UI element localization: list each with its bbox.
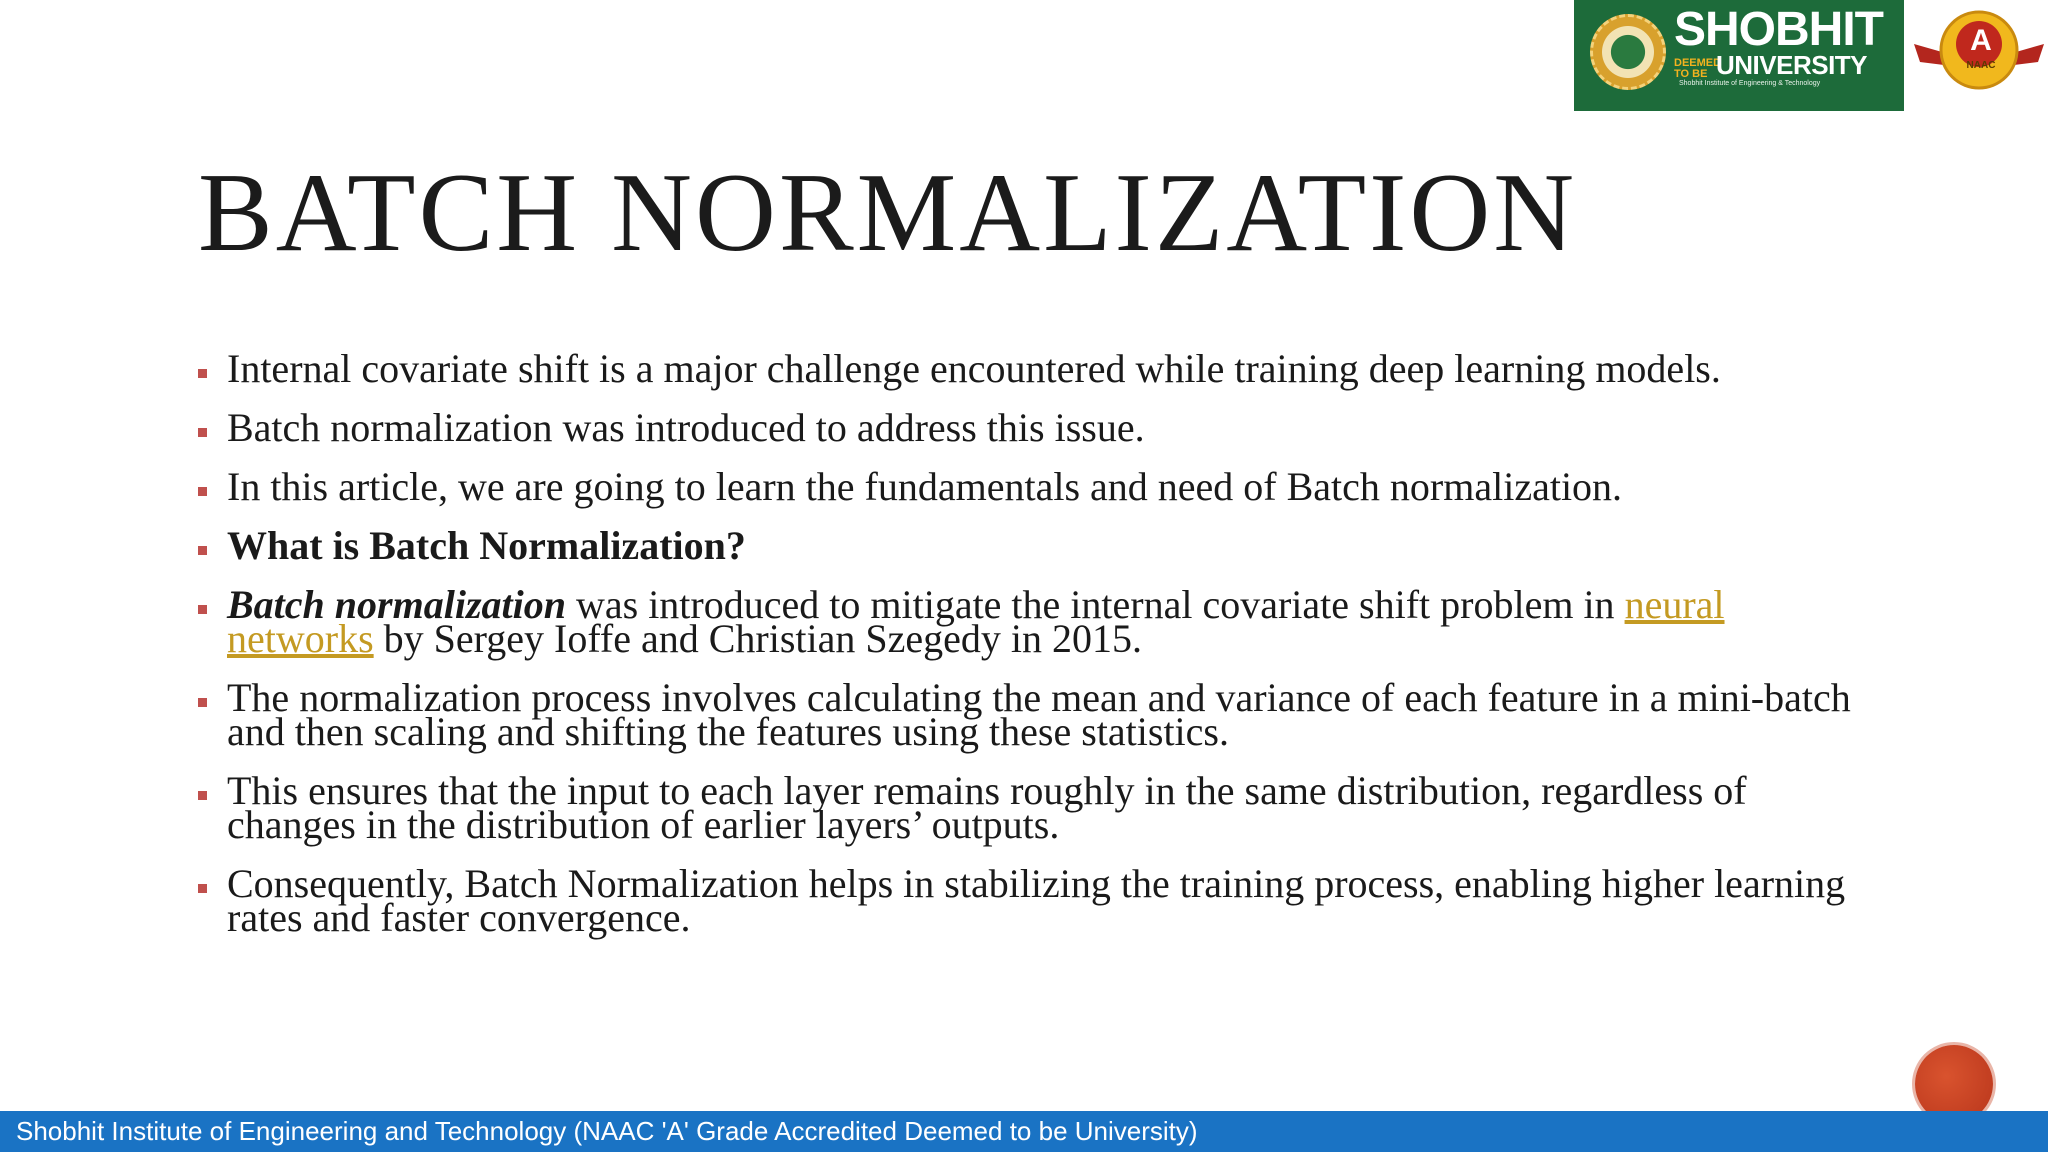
bullet-item xyxy=(198,464,1858,509)
bullet-text: This ensures that the input to each layer remains roughly in the same distribution, regardless of changes in the distribution of earlier layers’ outputs. xyxy=(227,768,1747,847)
logo-subtitle: Shobhit Institute of Engineering & Technology xyxy=(1679,80,1821,87)
logo-banner xyxy=(1574,0,1904,111)
bullet-item xyxy=(198,405,1858,450)
naac-label: NAAC xyxy=(1966,60,1996,71)
footer-bar xyxy=(0,1111,2048,1152)
university-seal-icon xyxy=(1590,14,1666,90)
bullet-square-icon xyxy=(198,791,207,800)
bullet-heading: What is Batch Normalization? xyxy=(227,523,746,568)
university-logo xyxy=(1574,0,2048,111)
naac-badge xyxy=(1914,4,2044,108)
bullet-text: Consequently, Batch Normalization helps in stabilizing the training process, enabling higher learning rates and faster convergence. xyxy=(227,861,1846,940)
bullet-text: Internal covariate shift is a major challenge encountered while training deep learning models. xyxy=(227,346,1721,391)
bullet-item xyxy=(198,768,1858,847)
bullet-list xyxy=(198,346,1858,960)
bullet-square-icon xyxy=(198,487,207,496)
logo-deemed-text: DEEMED TO BE xyxy=(1674,57,1722,80)
naac-grade: A xyxy=(1970,24,1992,57)
bullet-square-icon xyxy=(198,546,207,555)
bullet-square-icon xyxy=(198,605,207,614)
bullet-emphasis: Batch normalization xyxy=(227,582,566,627)
bullet-text: was introduced to mitigate the internal covariate shift problem in xyxy=(565,582,1625,627)
footer-text: Shobhit Institute of Engineering and Technology (NAAC 'A' Grade Accredited Deemed to be University) xyxy=(16,1116,1198,1146)
bullet-square-icon xyxy=(198,428,207,437)
bullet-item xyxy=(198,582,1858,661)
bullet-text: Batch normalization was introduced to address this issue. xyxy=(227,405,1145,450)
bullet-item xyxy=(198,861,1858,940)
bullet-square-icon xyxy=(198,884,207,893)
bullet-square-icon xyxy=(198,698,207,707)
bullet-text: The normalization process involves calculating the mean and variance of each feature in a mini-batch and then scaling and shifting the features using these statistics. xyxy=(227,675,1851,754)
neural-networks-link[interactable]: neural networks xyxy=(227,582,1725,661)
bullet-item xyxy=(198,523,1858,568)
logo-university: UNIVERSITY xyxy=(1716,50,1868,80)
bullet-item xyxy=(198,675,1858,754)
bullet-text: by Sergey Ioffe and Christian Szegedy in 2015. xyxy=(373,616,1143,661)
logo-name: SHOBHIT xyxy=(1674,3,1883,56)
slide-title: BATCH NORMALIZATION xyxy=(198,151,1578,275)
bullet-text: In this article, we are going to learn the fundamentals and need of Batch normalization. xyxy=(227,464,1623,509)
bullet-square-icon xyxy=(198,369,207,378)
bullet-item xyxy=(198,346,1858,391)
